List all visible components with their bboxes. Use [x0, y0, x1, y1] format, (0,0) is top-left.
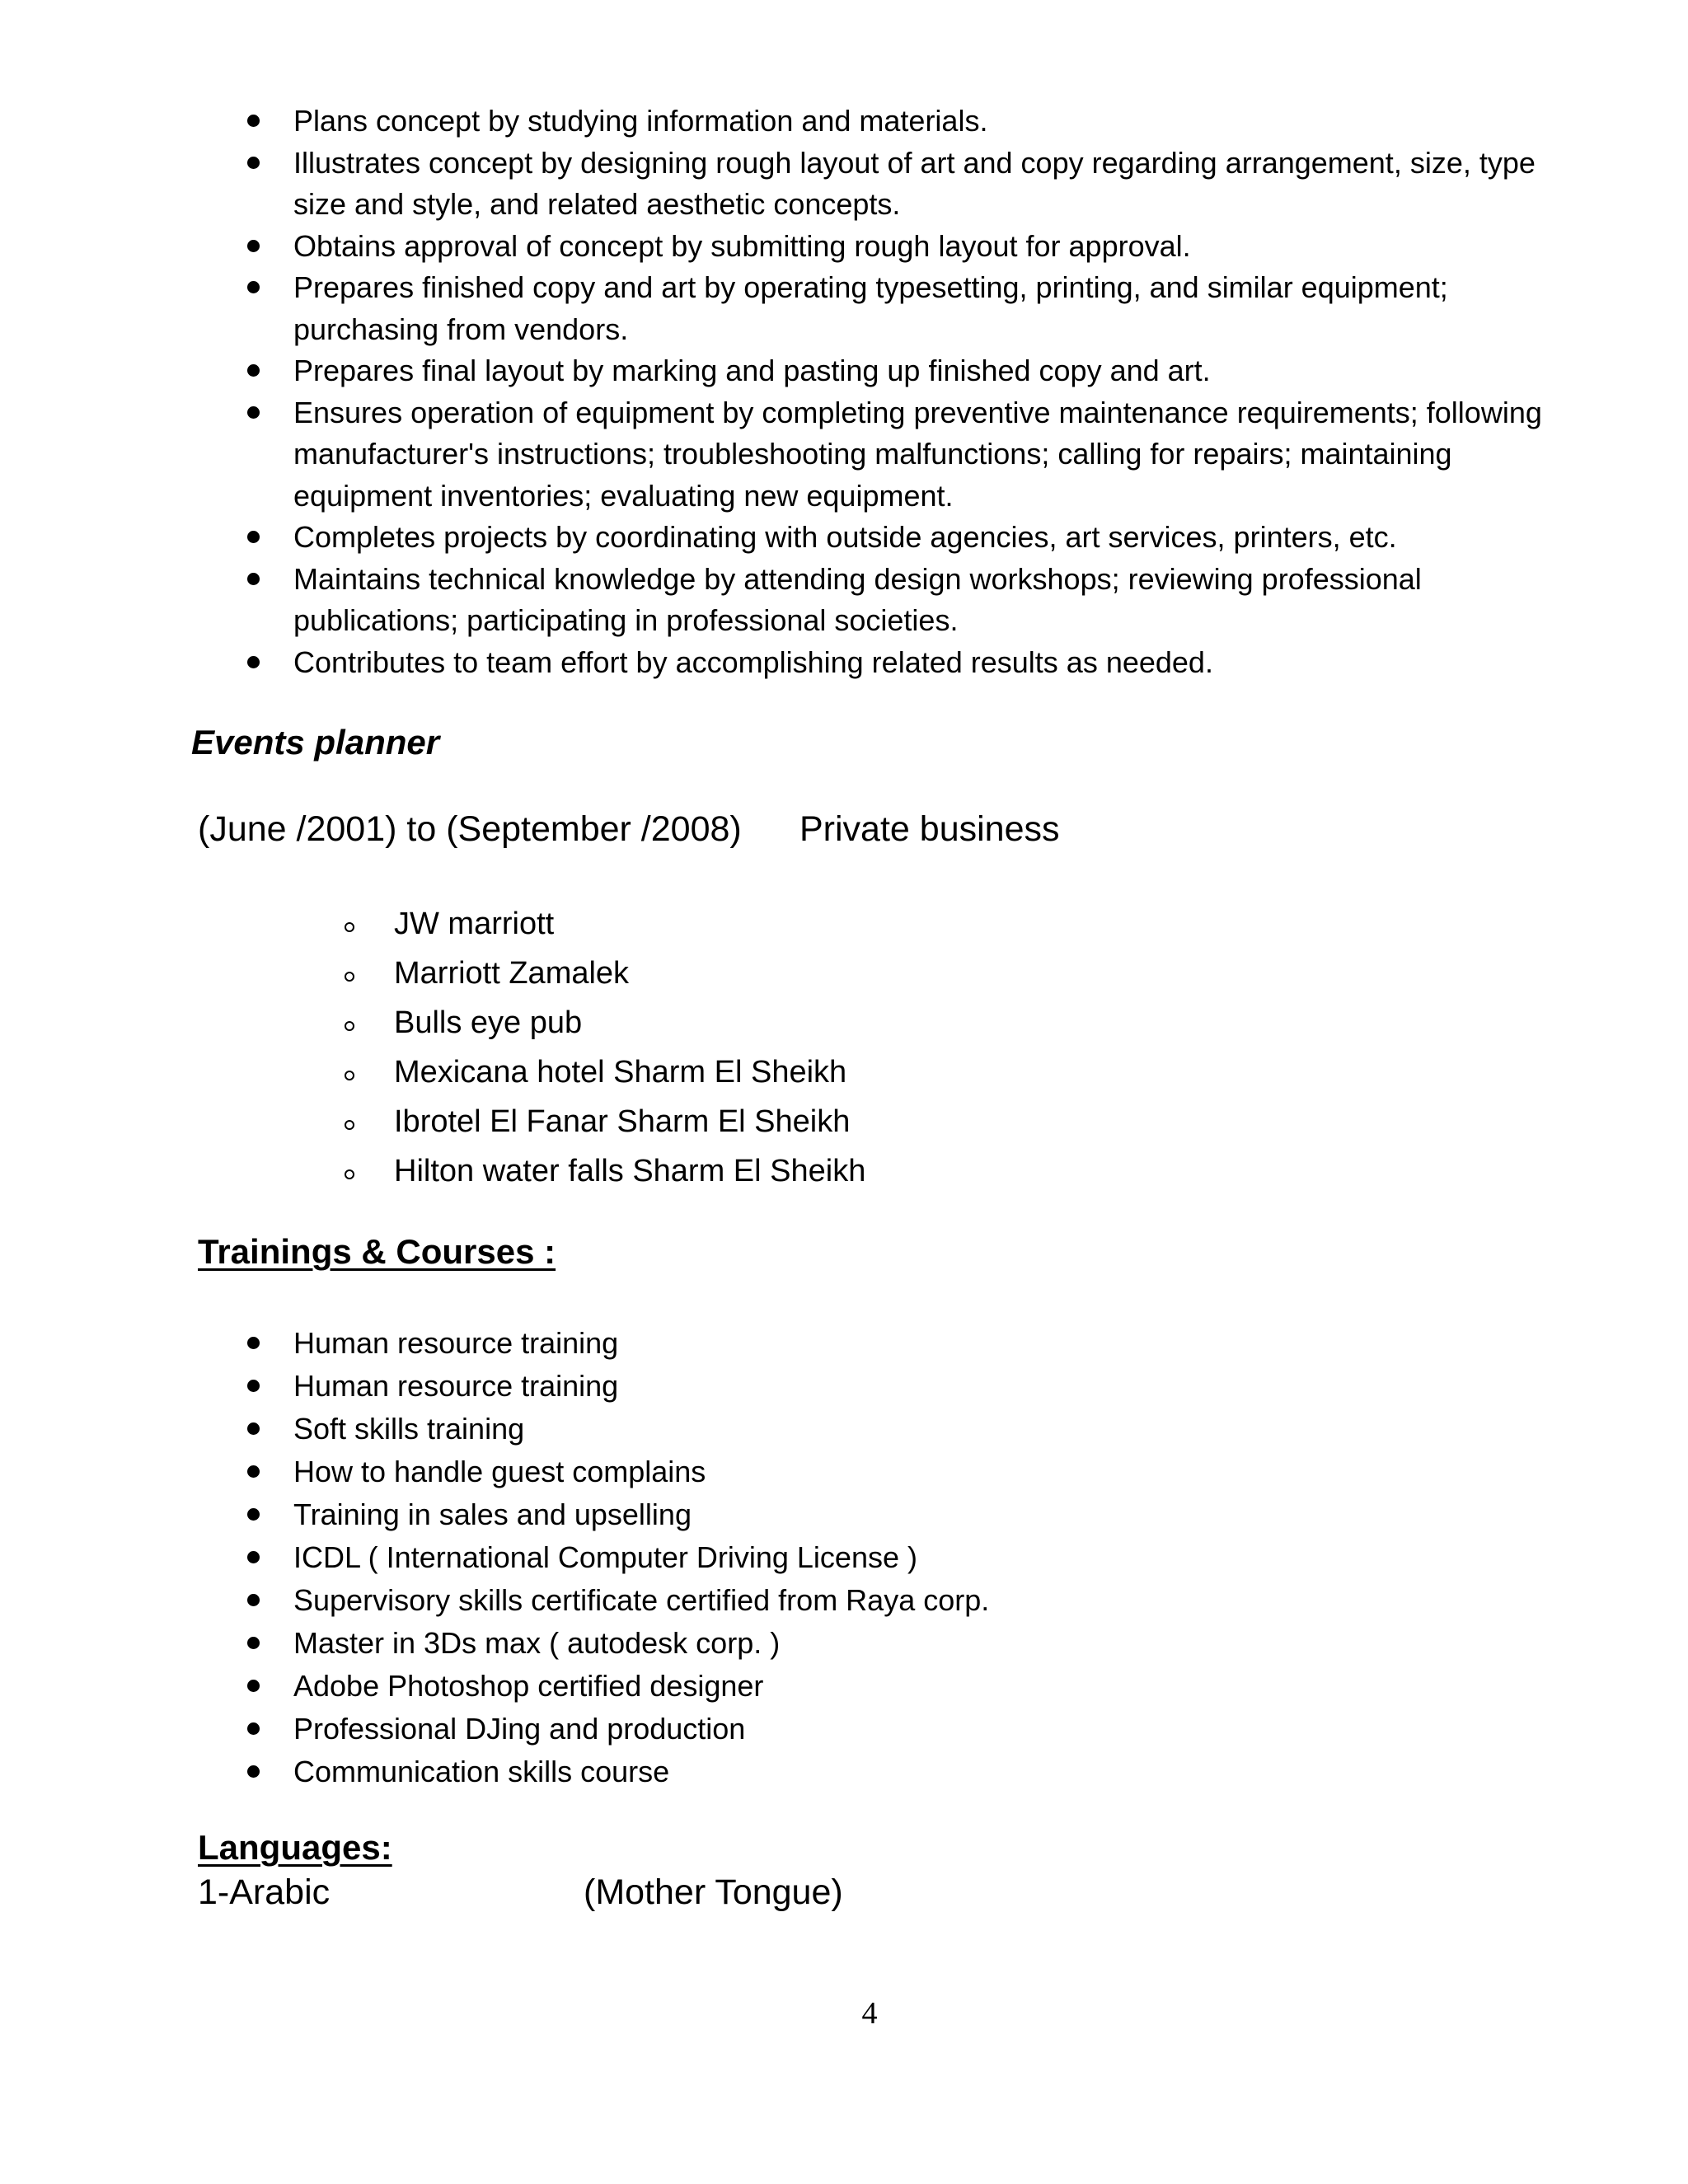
trainings-heading: Trainings & Courses :: [198, 1232, 556, 1271]
list-item: [341, 998, 865, 1047]
venues-list: [341, 899, 865, 1196]
list-item: [196, 1579, 1556, 1622]
venue-text: Marriott Zamalek: [394, 956, 630, 991]
duty-text: Completes projects by coordinating with outside agencies, art services, printers, etc.: [293, 520, 1397, 554]
bullet-icon: [247, 1765, 260, 1778]
duty-text: Obtains approval of concept by submitting rough layout for approval.: [293, 228, 1191, 263]
list-item: [341, 1146, 865, 1196]
list-item: [196, 226, 1556, 268]
duty-text: Prepares finished copy and art by operating typesetting, printing, and similar equipment; purchasing from vendors.: [293, 270, 1448, 346]
duties-list: [196, 101, 1556, 683]
venue-text: Ibrotel El Fanar Sharm El Sheikh: [394, 1104, 851, 1139]
course-text: Master in 3Ds max ( autodesk corp. ): [293, 1626, 781, 1660]
bullet-icon: [247, 281, 260, 293]
course-text: Soft skills training: [293, 1412, 525, 1446]
circle-bullet-icon: [345, 1169, 354, 1179]
list-item: [196, 1365, 1556, 1408]
list-item: [196, 1622, 1556, 1665]
circle-bullet-icon: [345, 972, 354, 982]
course-text: Training in sales and upselling: [293, 1497, 692, 1531]
circle-bullet-icon: [345, 1071, 354, 1080]
list-item: [196, 1750, 1556, 1793]
list-item: [196, 392, 1556, 518]
list-item: [196, 1536, 1556, 1579]
list-item: [196, 267, 1556, 350]
language-row: [198, 1871, 843, 1914]
course-text: Supervisory skills certificate certified from Raya corp.: [293, 1583, 990, 1617]
course-text: Human resource training: [293, 1326, 619, 1360]
list-item: [196, 517, 1556, 559]
languages-heading: Languages:: [198, 1828, 392, 1867]
bullet-icon: [247, 1594, 260, 1606]
bullet-icon: [247, 1722, 260, 1735]
duty-text: Ensures operation of equipment by completing preventive maintenance requirements; following manufacturer's instructions; troubleshooting malfunctions; calling for repairs; maintaining equipment inventories; evaluating new equipment.: [293, 395, 1542, 513]
list-item: [196, 642, 1556, 684]
list-item: [341, 1047, 865, 1097]
circle-bullet-icon: [345, 1120, 354, 1130]
events-planner-heading: Events planner: [191, 723, 440, 762]
list-item: [196, 1408, 1556, 1451]
list-item: [196, 1322, 1556, 1365]
bullet-icon: [247, 1680, 260, 1692]
bullet-icon: [247, 240, 260, 252]
list-item: [196, 559, 1556, 642]
list-item: [196, 1708, 1556, 1750]
bullet-icon: [247, 364, 260, 377]
list-item: [196, 1665, 1556, 1708]
bullet-icon: [247, 115, 260, 127]
venue-text: Mexicana hotel Sharm El Sheikh: [394, 1055, 847, 1090]
employer-name: Private business: [799, 809, 1060, 849]
course-text: ICDL ( International Computer Driving License ): [293, 1540, 917, 1574]
bullet-icon: [247, 1465, 260, 1478]
course-text: Communication skills course: [293, 1755, 670, 1788]
venue-text: Hilton water falls Sharm El Sheikh: [394, 1154, 866, 1188]
list-item: [196, 1451, 1556, 1493]
circle-bullet-icon: [345, 1021, 354, 1031]
course-text: Professional DJing and production: [293, 1712, 746, 1746]
employment-period: (June /2001) to (September /2008): [198, 809, 742, 849]
list-item: [341, 1097, 865, 1146]
bullet-icon: [247, 1337, 260, 1349]
bullet-icon: [247, 1508, 260, 1521]
venue-text: Bulls eye pub: [394, 1005, 583, 1040]
duty-text: Maintains technical knowledge by attending design workshops; reviewing professional publications; participating in professional societies.: [293, 561, 1422, 637]
duty-text: Contributes to team effort by accomplishing related results as needed.: [293, 644, 1213, 679]
bullet-icon: [247, 573, 260, 585]
bullet-icon: [247, 1551, 260, 1563]
list-item: [196, 1493, 1556, 1536]
list-item: [196, 143, 1556, 226]
list-item: [341, 949, 865, 998]
employment-period-row: [198, 808, 1060, 851]
bullet-icon: [247, 531, 260, 543]
list-item: [341, 899, 865, 949]
bullet-icon: [247, 1637, 260, 1649]
language-level: (Mother Tongue): [584, 1872, 843, 1912]
page-number: 4: [861, 1996, 878, 2031]
list-item: [196, 350, 1556, 392]
bullet-icon: [247, 1380, 260, 1392]
circle-bullet-icon: [345, 922, 354, 932]
course-text: How to handle guest complains: [293, 1455, 706, 1488]
bullet-icon: [247, 656, 260, 668]
venue-text: JW marriott: [394, 907, 555, 941]
list-item: [196, 101, 1556, 143]
duty-text: Prepares final layout by marking and pasting up finished copy and art.: [293, 354, 1211, 387]
course-text: Human resource training: [293, 1369, 619, 1403]
bullet-icon: [247, 1422, 260, 1435]
language-name: 1-Arabic: [198, 1872, 331, 1912]
bullet-icon: [247, 157, 260, 169]
courses-list: [196, 1322, 1556, 1793]
duty-text: Illustrates concept by designing rough layout of art and copy regarding arrangement, size, type size and style, and related aesthetic concepts.: [293, 145, 1536, 221]
course-text: Adobe Photoshop certified designer: [293, 1669, 764, 1703]
duty-text: Plans concept by studying information and materials.: [293, 104, 988, 138]
bullet-icon: [247, 406, 260, 419]
